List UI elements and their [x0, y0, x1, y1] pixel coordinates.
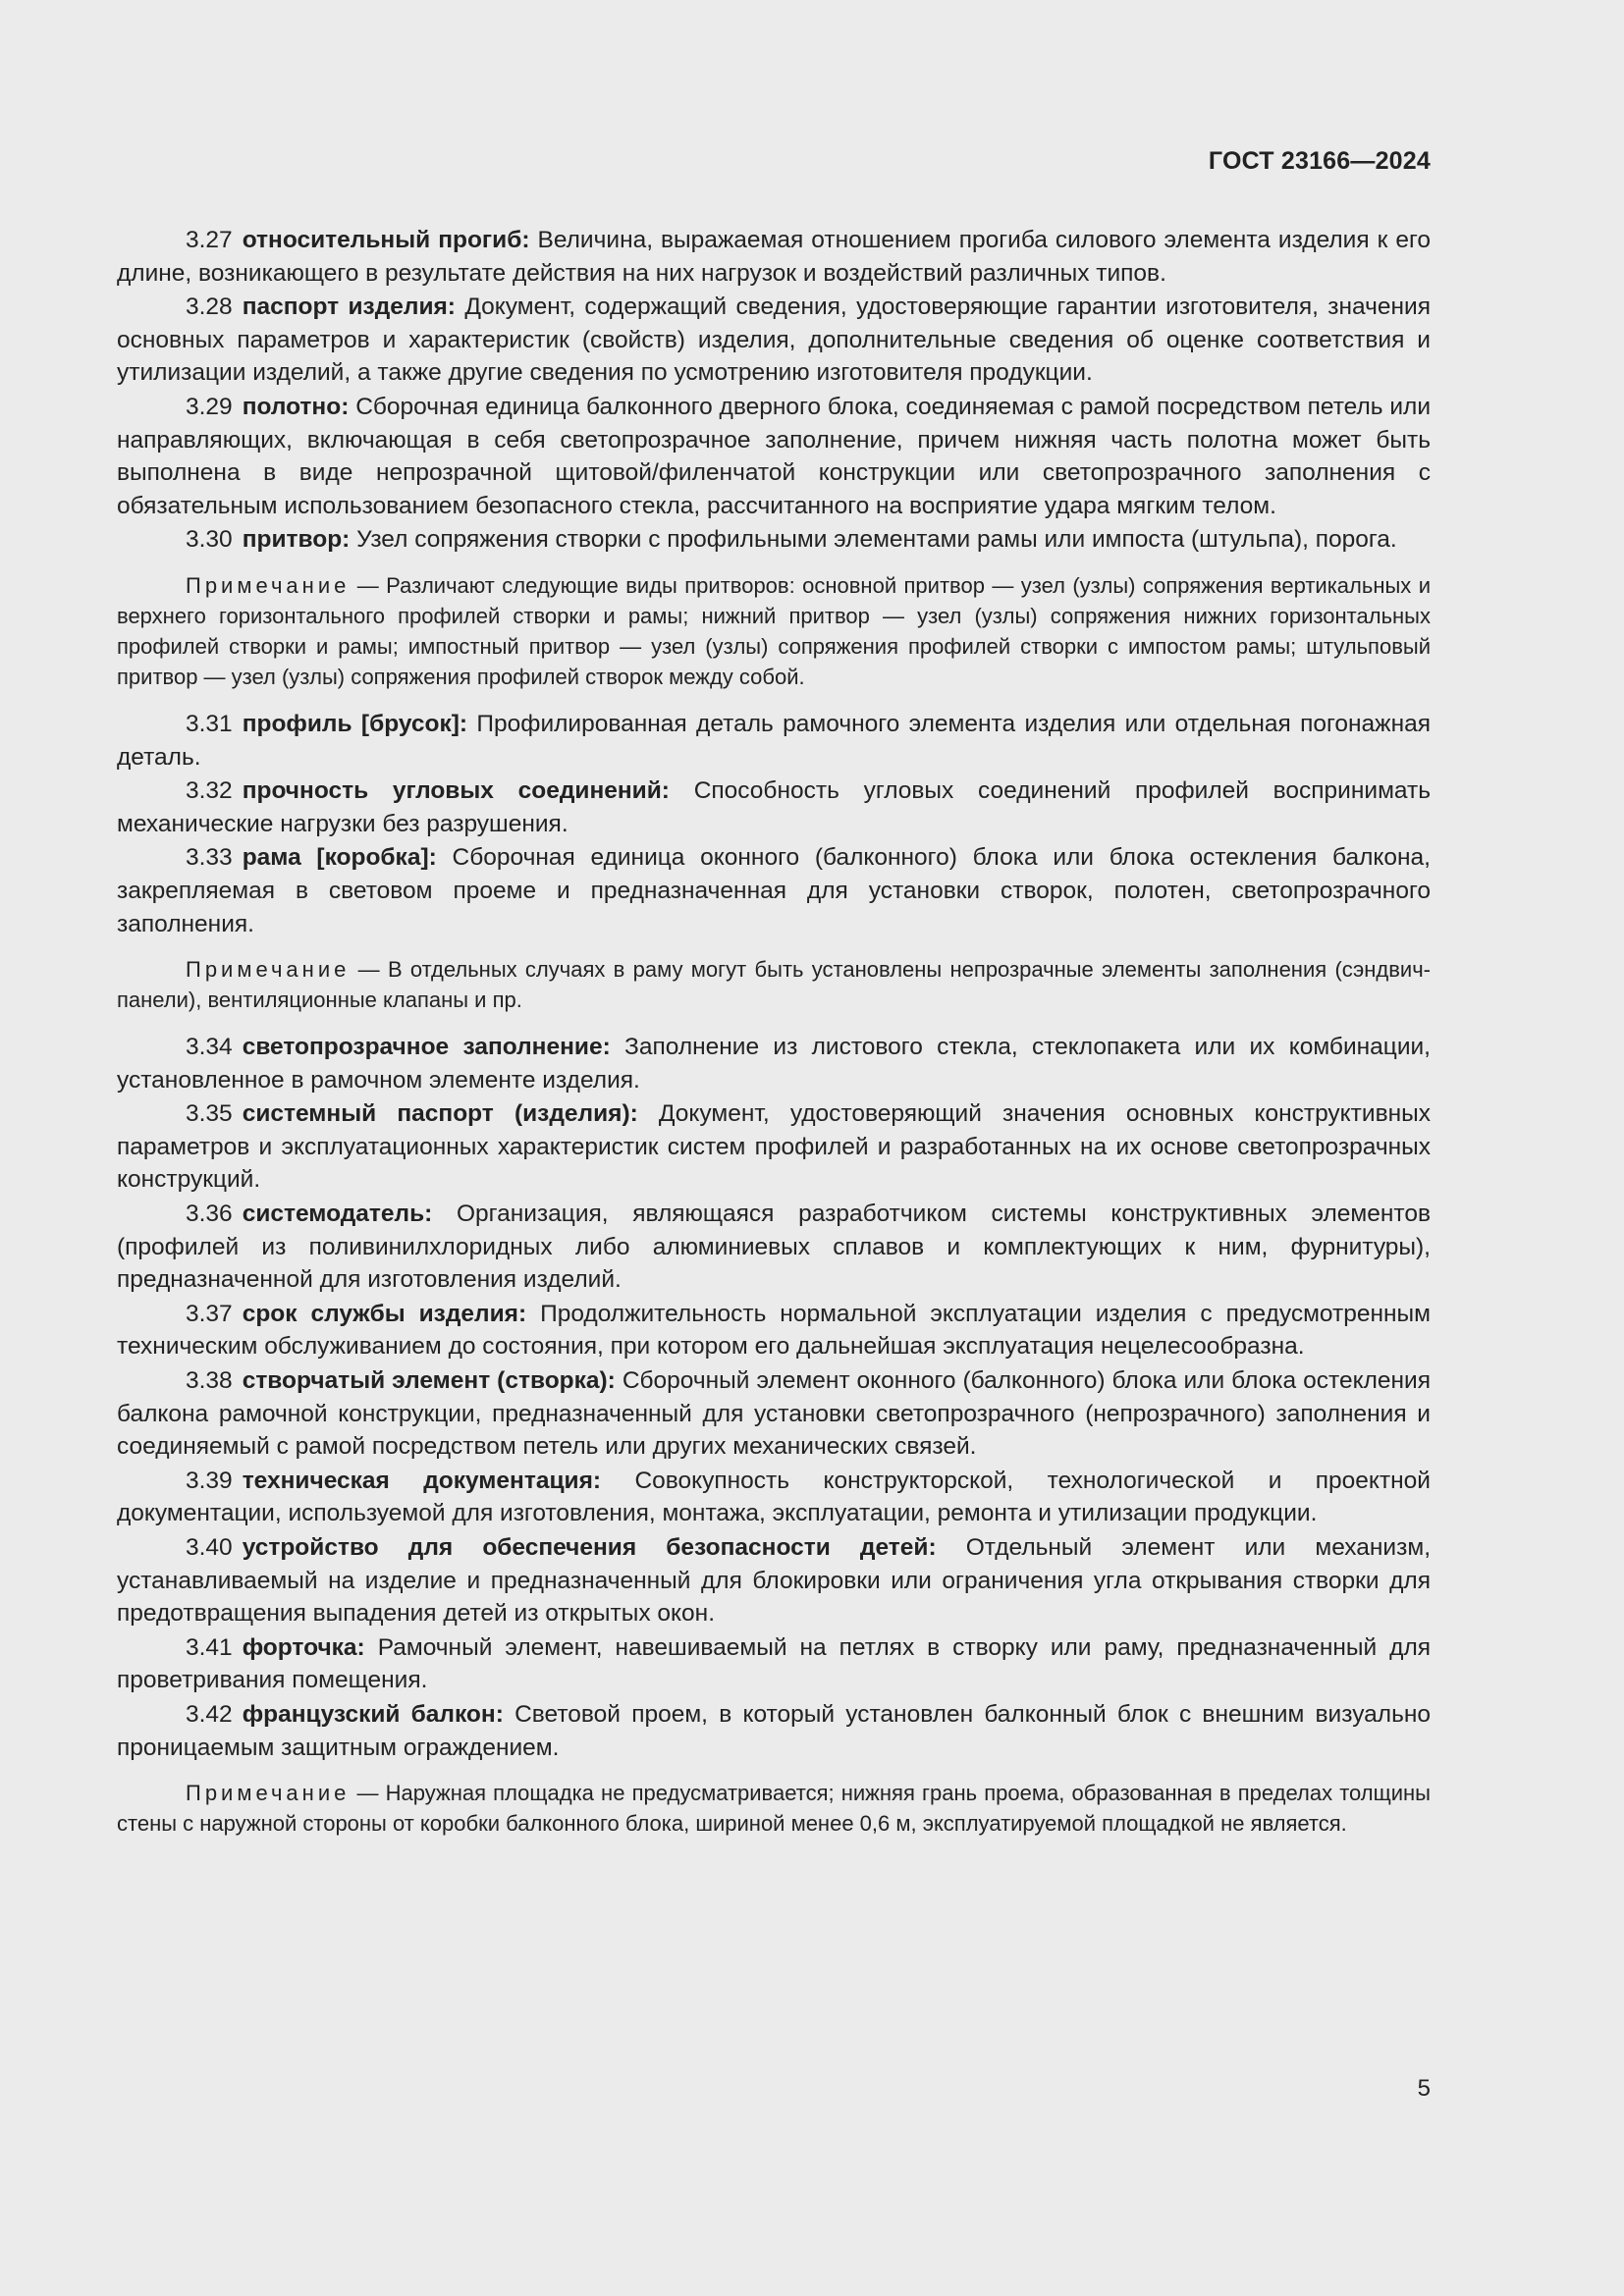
term-3-33 [117, 841, 1431, 940]
term-3-41 [117, 1631, 1431, 1697]
term-definition: Сборочная единица балконного дверного блока, соединяемая с рамой посредством петель или направляющих, включающая в себя светопрозрачное заполнение, причем нижняя часть полотна может быть выполнена в виде непрозрачной щитовой/филенчатой конструкции или светопрозрачного заполнения с обязательным использованием безопасного стекла, рассчитанного на восприятие удара мягким телом. [117, 393, 1432, 519]
term-3-28 [117, 291, 1431, 390]
term-number: 3.28 [186, 294, 233, 321]
term-definition: Профилированная деталь рамочного элемента изделия или отдельная погонажная деталь. [117, 710, 1431, 771]
term-number: 3.35 [186, 1100, 233, 1128]
note-text: Различают следующие виды притворов: основной притвор — узел (узлы) сопряжения вертикальных и верхнего горизонтального профилей створки и рамы; нижний притвор — узел (узлы) сопряжения нижних горизонтальных профилей створки и рамы; импостный притвор — узел (узлы) сопряжения профилей створки с импостом рамы; штульповый притвор — узел (узлы) сопряжения профилей створок между собой. [117, 572, 1432, 689]
term-name: срок службы изделия: [242, 1300, 527, 1327]
term-number: 3.27 [186, 227, 233, 253]
term-3-30 [117, 523, 1431, 557]
term-definition: Совокупность конструкторской, технологической и проектной документации, используемой для изготовления, монтажа, эксплуатации, ремонта и утилизации продукции. [117, 1467, 1431, 1527]
term-definition: Организация, являющаяся разработчиком системы конструктивных элементов (профилей из поливинилхлоридных либо алюминиевых сплавов и комплектующих к ним, фурнитуры), предназначенной для изготовления изделий. [117, 1201, 1431, 1294]
term-number: 3.33 [186, 844, 233, 872]
term-3-37 [117, 1298, 1431, 1363]
note-pritvor: Примечание — Различают следующие виды притворов: основной притвор — узел (узлы) сопряжения вертикальных и верхнего горизонтального профилей створки и рамы; нижний притвор — узел (узлы) сопряжения нижних горизонтальных профилей створки и рамы; импостный притвор — узел (узлы) сопряжения профилей створки с импостом рамы; штульповый притвор — узел (узлы) сопряжения профилей створок между собой. [117, 572, 1432, 689]
note-french-balcony: Примечание — Наружная площадка не предусматривается; нижняя грань проема, образованная в пределах толщины стены с наружной стороны от коробки балконного блока, шириной менее 0,6 м, эксплуатируемой площадкой не является. [117, 1781, 1431, 1837]
term-definition: Световой проем, в который установлен балконный блок с внешним визуально проницаемым защитным ограждением. [117, 1700, 1432, 1761]
term-definition: Рамочный элемент, навешиваемый на петлях в створку или раму, предназначенный для проветривания помещения. [117, 1633, 1432, 1694]
term-3-36 [117, 1198, 1431, 1297]
term-number: 3.29 [186, 393, 233, 420]
standard-designation: ГОСТ 23166—2024 [1208, 147, 1431, 175]
term-name: притвор: [242, 526, 351, 554]
term-name: светопрозрачное заполнение: [242, 1034, 611, 1061]
term-name: форточка: [242, 1633, 365, 1661]
term-number: 3.40 [186, 1534, 233, 1561]
term-name: паспорт изделия: [242, 294, 456, 321]
term-name: профиль [брусок]: [242, 710, 468, 737]
page-number: 5 [1417, 2075, 1431, 2102]
term-number: 3.41 [186, 1633, 233, 1661]
terms-content [117, 224, 1431, 1839]
term-number: 3.42 [186, 1700, 233, 1728]
term-definition: Документ, содержащий сведения, удостоверяющие гарантии изготовителя, значения основных параметров и характеристик (свойств) изделия, дополнительные сведения об оценке соответствия и утилизации изделий, а также другие сведения по усмотрению изготовителя продукции. [117, 294, 1431, 387]
term-definition: Сборочная единица оконного (балконного) блока или блока остекления балкона, закрепляемая в световом проеме и предназначенная для установки створок, полотен, светопрозрачного заполнения. [117, 844, 1431, 937]
term-definition: Документ, удостоверяющий значения основных конструктивных параметров и эксплуатационных характеристик систем профилей и разработанных на их основе светопрозрачных конструкций. [117, 1100, 1431, 1194]
term-name: относительный прогиб: [242, 227, 530, 253]
term-name: рама [коробка]: [242, 844, 437, 872]
term-number: 3.37 [186, 1300, 233, 1327]
term-3-34 [117, 1031, 1431, 1096]
term-3-39 [117, 1465, 1431, 1530]
term-name: системный паспорт (изделия): [242, 1100, 638, 1128]
term-definition: Продолжительность нормальной эксплуатации изделия с предусмотренным техническим обслуживанием до состояния, при котором его дальнейшая эксплуатация нецелесообразна. [117, 1300, 1431, 1361]
term-definition: Отдельный элемент или механизм, устанавливаемый на изделие и предназначенный для блокировки или ограничения угла открывания створки для предотвращения выпадения детей из открытых окон. [117, 1534, 1432, 1628]
term-number: 3.38 [186, 1367, 233, 1395]
term-name: створчатый элемент (створка): [242, 1367, 616, 1395]
term-number: 3.34 [186, 1034, 233, 1061]
term-name: техническая документация: [242, 1467, 602, 1494]
term-name: французский балкон: [242, 1700, 504, 1728]
term-3-29 [117, 391, 1431, 522]
term-3-42 [117, 1698, 1431, 1764]
term-3-32 [117, 774, 1431, 840]
term-definition: Способность угловых соединений профилей воспринимать механические нагрузки без разрушения. [117, 777, 1432, 837]
note-rama: Примечание — В отдельных случаях в раму могут быть установлены непрозрачные элементы заполнения (сэндвич-панели), вентиляционные клапаны и пр. [117, 957, 1431, 1013]
term-3-38 [117, 1364, 1431, 1464]
term-number: 3.36 [186, 1201, 233, 1228]
note-label: Примечание [186, 1781, 351, 1806]
term-definition: Заполнение из листового стекла, стеклопакета или их комбинации, установленное в рамочном элементе изделия. [117, 1034, 1431, 1094]
term-definition: Величина, выражаемая отношением прогиба силового элемента изделия к его длине, возникающего в результате действия на них нагрузок и воздействий различных типов. [117, 227, 1431, 287]
term-definition: Сборочный элемент оконного (балконного) блока или блока остекления балкона рамочной конструкции, предназначенный для установки светопрозрачного (непрозрачного) заполнения и соединяемый с рамой посредством петель или других механических связей. [117, 1367, 1431, 1461]
term-number: 3.30 [186, 526, 233, 554]
term-3-35 [117, 1097, 1431, 1197]
note-text: Наружная площадка не предусматривается; нижняя грань проема, образованная в пределах толщины стены с наружной стороны от коробки балконного блока, шириной менее 0,6 м, эксплуатируемой площадкой не является. [117, 1781, 1431, 1837]
term-3-31 [117, 708, 1431, 774]
term-name: полотно: [242, 393, 350, 420]
term-name: прочность угловых соединений: [242, 777, 670, 805]
term-name: устройство для обеспечения безопасности детей: [242, 1534, 937, 1561]
term-name: системодатель: [242, 1201, 433, 1228]
note-label: Примечание [186, 957, 351, 983]
term-3-40 [117, 1531, 1431, 1630]
term-number: 3.39 [186, 1467, 233, 1494]
term-number: 3.32 [186, 777, 233, 805]
note-text: В отдельных случаях в раму могут быть установлены непрозрачные элементы заполнения (сэндвич-панели), вентиляционные клапаны и пр. [117, 957, 1431, 1013]
term-3-27 [117, 224, 1431, 290]
note-label: Примечание [186, 572, 351, 598]
term-number: 3.31 [186, 710, 233, 737]
term-definition: Узел сопряжения створки с профильными элементами рамы или импоста (штульпа), порога. [356, 526, 1397, 554]
